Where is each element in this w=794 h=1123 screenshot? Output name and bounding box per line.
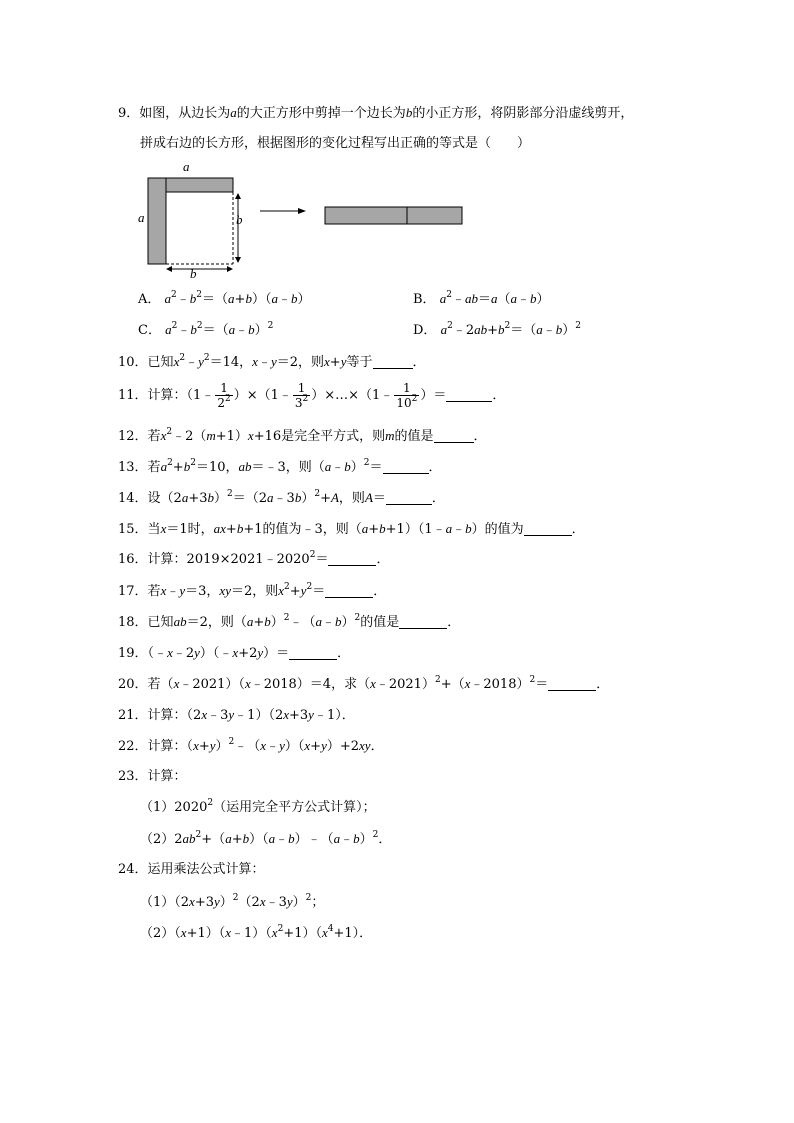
q23: 23．计算： [118, 769, 187, 784]
q17: 17．若x﹣y＝3，xy＝2，则$x^2+y^2=$ ． [118, 582, 387, 599]
label-b-right: b [236, 212, 243, 227]
answer-blank[interactable] [383, 459, 429, 474]
q20: 20．若（x﹣2021）（x﹣2018）＝4，求（x﹣2021）$^2$+（x﹣2018）$^2$＝ ． [118, 675, 610, 692]
result-rectangle [325, 207, 462, 224]
q22: 22．计算：$(x+y)^2﹣(x﹣y)(x+y)+2xy$． [118, 737, 384, 754]
q12: 12．若$x^2﹣2(m+1)x+16$是完全平方式，则m的值是 ． [118, 427, 487, 444]
answer-blank[interactable] [289, 645, 337, 660]
answer-blank[interactable] [328, 551, 376, 566]
q21: 21．计算：（2x﹣3y﹣1）（2x+3y﹣1）． [118, 707, 355, 723]
answer-blank[interactable] [434, 428, 474, 443]
q9-option-a[interactable]: A． $a^2﹣b^2=(a+b)(a﹣b)$ [138, 290, 311, 307]
q9-option-b[interactable]: B． $a^2﹣ab=a(a﹣b)$ [413, 290, 550, 307]
q18: 18．已知ab＝2，则$(a+b)^2﹣(a﹣b)^2$的值是 ． [118, 613, 461, 630]
q10: 10．已知$x^2﹣y^2=14$，x﹣y＝2，则x+y等于 ． [118, 353, 426, 370]
q9-option-c[interactable]: C． $a^2﹣b^2=(a﹣b)^2$ [138, 321, 274, 338]
q24-part1: $(1)(2x+3y)^2(2x﹣3y)^2$； [140, 893, 325, 910]
label-a-left: a [138, 210, 145, 225]
q9-line2: 拼成右边的长方形，根据图形的变化过程写出正确的等式是（ ） [140, 136, 531, 151]
label-a-top: a [183, 159, 190, 174]
q24: 24．运用乘法公式计算： [118, 862, 265, 877]
q14: 14．设$(2a+3b)^2=(2a﹣3b)^2+A$，则A＝ ． [118, 489, 445, 506]
answer-blank[interactable] [386, 490, 432, 505]
answer-blank[interactable] [373, 354, 413, 369]
label-b-bottom: b [190, 266, 197, 281]
q23-part1: （1）2020$^2$（运用完全平方公式计算）； [140, 798, 376, 815]
q16: 16．计算：$2019\times 2021﹣2020^2=$ ． [118, 550, 390, 567]
answer-blank[interactable] [524, 521, 572, 536]
q9-option-d[interactable]: D． $a^2﹣2ab+b^2=(a﹣b)^2$ [413, 321, 582, 338]
q24-part2: $(2)(x+1)(x﹣1)(x^2+1)(x^4+1)$． [140, 924, 373, 941]
shaded-top-strip [166, 178, 233, 192]
q19: 19．（﹣x﹣2y）（﹣x+2y）＝ ． [118, 645, 351, 661]
q9-line1: 9．如图，从边长为a的大正方形中剪掉一个边长为b的小正方形，将阴影部分沿虚线剪开， [118, 105, 634, 121]
answer-blank[interactable] [548, 676, 596, 691]
q9-figure [140, 158, 470, 280]
answer-blank[interactable] [399, 614, 447, 629]
answer-blank[interactable] [446, 387, 492, 402]
q13: 13．若$a^2+b^2=10$，ab＝﹣3，则（a﹣b）$^2$＝ ． [118, 458, 442, 475]
answer-blank[interactable] [325, 583, 373, 598]
q15: 15．当x＝1时，ax+b+1的值为﹣3，则（a+b+1）（1﹣a﹣b）的值为 ． [118, 521, 585, 537]
q11: 11．计算：（1﹣ $\frac{1}{2^2}$ ）×（1﹣ $\frac{1}{3^2}$ ）×…×（1﹣ $\frac{1}{10^2}$ ）＝ ． [118, 381, 506, 410]
q23-part2: $(2)2ab^2+(a+b)(a﹣b)﹣(a﹣b)^2$． [140, 830, 392, 847]
shaded-left-strip [148, 178, 166, 264]
